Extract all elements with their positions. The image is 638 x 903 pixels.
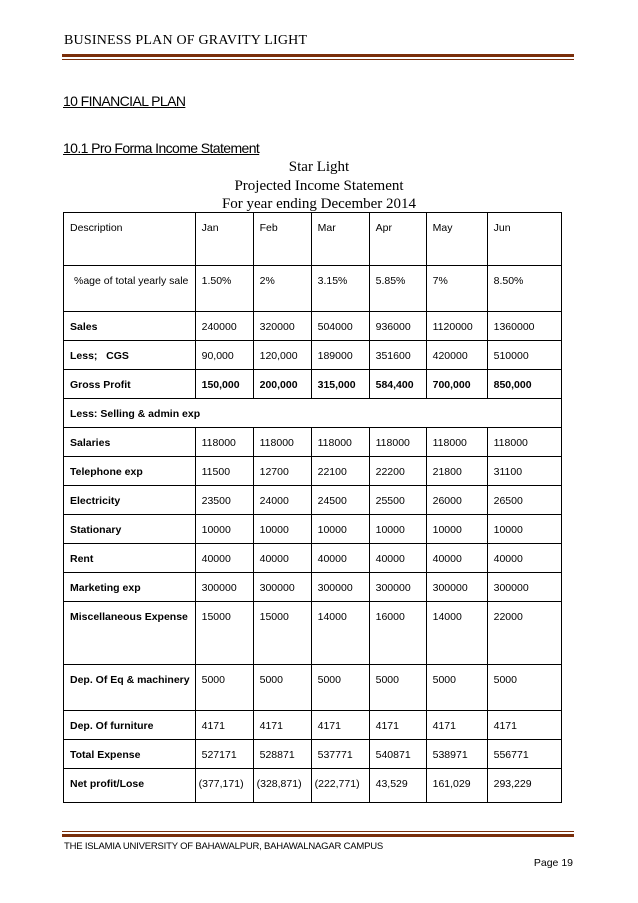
header-cell: Jan (195, 213, 253, 266)
row-label: %age of total yearly sale (64, 266, 196, 312)
table-cell: 315,000 (311, 370, 369, 399)
table-row-electricity (64, 486, 562, 515)
table-row-marketing (64, 573, 562, 602)
table-cell: 40000 (311, 544, 369, 573)
footer-rule (62, 834, 574, 837)
table-cell: (377,171) (195, 769, 253, 803)
table-cell: 189000 (311, 341, 369, 370)
table-row-telephone (64, 457, 562, 486)
row-label: Less: Selling & admin exp (64, 399, 562, 428)
header-cell: Mar (311, 213, 369, 266)
row-label: Telephone exp (64, 457, 196, 486)
table-cell: 23500 (195, 486, 253, 515)
table-cell: 31100 (487, 457, 561, 486)
table-cell: 4171 (369, 711, 426, 740)
table-cell: 300000 (487, 573, 561, 602)
table-cell: 40000 (487, 544, 561, 573)
table-cell: 300000 (195, 573, 253, 602)
table-cell: 5000 (195, 665, 253, 711)
header-rule-thin (62, 59, 574, 60)
table-cell: 510000 (487, 341, 561, 370)
table-cell: 850,000 (487, 370, 561, 399)
table-cell: 43,529 (369, 769, 426, 803)
table-row-less-selling (64, 399, 562, 428)
table-row-total-expense (64, 740, 562, 769)
table-cell: 11500 (195, 457, 253, 486)
row-label: Dep. Of Eq & machinery (64, 665, 196, 711)
table-cell: 21800 (426, 457, 487, 486)
header-cell: May (426, 213, 487, 266)
company-name: Star Light (288, 159, 350, 175)
table-cell: 2% (253, 266, 311, 312)
row-label: Marketing exp (64, 573, 196, 602)
table-cell: 1.50% (195, 266, 253, 312)
table-cell: 12700 (253, 457, 311, 486)
table-cell: 351600 (369, 341, 426, 370)
footer-rule-thin (62, 831, 574, 832)
table-cell: 118000 (487, 428, 561, 457)
table-cell: 14000 (426, 602, 487, 665)
table-cell: 293,229 (487, 769, 561, 803)
table-cell: 14000 (311, 602, 369, 665)
table-cell: 10000 (253, 515, 311, 544)
row-label: Sales (64, 312, 196, 341)
table-row-net-profit (64, 769, 562, 803)
table-cell: 3.15% (311, 266, 369, 312)
table-cell: 504000 (311, 312, 369, 341)
table-cell: 15000 (253, 602, 311, 665)
table-cell: 5000 (487, 665, 561, 711)
table-cell: 300000 (253, 573, 311, 602)
page-number: Page 19 (533, 857, 573, 869)
table-row-percentage (64, 266, 562, 312)
table-cell: 4171 (426, 711, 487, 740)
section-heading-income-statement: 10.1 Pro Forma Income Statement (63, 140, 260, 156)
row-label: Miscellaneous Expense (64, 602, 196, 665)
footer-institution: THE ISLAMIA UNIVERSITY OF BAHAWALPUR, BAHAWALNAGAR CAMPUS (64, 841, 384, 852)
table-cell: 420000 (426, 341, 487, 370)
table-cell: 10000 (369, 515, 426, 544)
table-cell: 200,000 (253, 370, 311, 399)
table-cell: 90,000 (195, 341, 253, 370)
table-cell: 700,000 (426, 370, 487, 399)
table-cell: 40000 (426, 544, 487, 573)
table-row-sales (64, 312, 562, 341)
table-cell: 26500 (487, 486, 561, 515)
statement-title-block (63, 158, 575, 214)
section-heading-financial-plan: 10 FINANCIAL PLAN (63, 93, 186, 109)
header-cell: Description (64, 213, 196, 266)
table-row-stationary (64, 515, 562, 544)
table-row-gross-profit (64, 370, 562, 399)
row-label: Net profit/Lose (64, 769, 196, 803)
table-row-cgs (64, 341, 562, 370)
table-cell: 26000 (426, 486, 487, 515)
table-cell: 22100 (311, 457, 369, 486)
table-cell: 537771 (311, 740, 369, 769)
table-cell: 40000 (369, 544, 426, 573)
header-rule (62, 54, 574, 57)
statement-title: Projected Income Statement (234, 177, 404, 194)
table-cell: 10000 (195, 515, 253, 544)
document-header-title: BUSINESS PLAN OF GRAVITY LIGHT (64, 33, 308, 48)
header-cell: Feb (253, 213, 311, 266)
table-cell: 4171 (195, 711, 253, 740)
row-label: Salaries (64, 428, 196, 457)
row-label: Less; CGS (64, 341, 196, 370)
table-row-dep-furniture (64, 711, 562, 740)
table-cell: 16000 (369, 602, 426, 665)
table-cell: 118000 (311, 428, 369, 457)
row-label: Stationary (64, 515, 196, 544)
table-cell: 1120000 (426, 312, 487, 341)
row-label: Rent (64, 544, 196, 573)
table-cell: 24500 (311, 486, 369, 515)
row-label: Dep. Of furniture (64, 711, 196, 740)
table-cell: 15000 (195, 602, 253, 665)
table-cell: 118000 (195, 428, 253, 457)
table-cell: 150,000 (195, 370, 253, 399)
table-cell: 40000 (253, 544, 311, 573)
table-cell: 556771 (487, 740, 561, 769)
table-cell: 10000 (487, 515, 561, 544)
table-cell: 240000 (195, 312, 253, 341)
table-header-row (64, 213, 562, 266)
table-cell: 8.50% (487, 266, 561, 312)
table-cell: 936000 (369, 312, 426, 341)
table-row-salaries (64, 428, 562, 457)
table-cell: 5000 (311, 665, 369, 711)
table-cell: 4171 (253, 711, 311, 740)
table-cell: 5000 (426, 665, 487, 711)
row-label: Total Expense (64, 740, 196, 769)
table-row-miscellaneous (64, 602, 562, 665)
table-cell: 118000 (426, 428, 487, 457)
table-cell: 320000 (253, 312, 311, 341)
table-cell: 10000 (311, 515, 369, 544)
table-cell: 161,029 (426, 769, 487, 803)
table-row-rent (64, 544, 562, 573)
table-cell: 10000 (426, 515, 487, 544)
table-cell: 40000 (195, 544, 253, 573)
table-cell: 1360000 (487, 312, 561, 341)
table-cell: 540871 (369, 740, 426, 769)
table-cell: 22200 (369, 457, 426, 486)
table-cell: 118000 (253, 428, 311, 457)
table-cell: 527171 (195, 740, 253, 769)
header-cell: Apr (369, 213, 426, 266)
table-cell: 4171 (311, 711, 369, 740)
table-cell: 300000 (311, 573, 369, 602)
statement-period: For year ending December 2014 (221, 196, 417, 212)
table-cell: (328,871) (253, 769, 311, 803)
row-label: Electricity (64, 486, 196, 515)
table-cell: 118000 (369, 428, 426, 457)
table-cell: 5000 (369, 665, 426, 711)
table-cell: 538971 (426, 740, 487, 769)
table-cell: 24000 (253, 486, 311, 515)
table-row-dep-equipment (64, 665, 562, 711)
table-cell: 5.85% (369, 266, 426, 312)
table-cell: 528871 (253, 740, 311, 769)
table-cell: 584,400 (369, 370, 426, 399)
table-cell: (222,771) (311, 769, 369, 803)
table-cell: 7% (426, 266, 487, 312)
table-cell: 5000 (253, 665, 311, 711)
income-statement-table (63, 212, 562, 803)
table-cell: 25500 (369, 486, 426, 515)
table-cell: 4171 (487, 711, 561, 740)
table-cell: 300000 (426, 573, 487, 602)
table-cell: 120,000 (253, 341, 311, 370)
header-cell: Jun (487, 213, 561, 266)
table-cell: 300000 (369, 573, 426, 602)
row-label: Gross Profit (64, 370, 196, 399)
table-cell: 22000 (487, 602, 561, 665)
